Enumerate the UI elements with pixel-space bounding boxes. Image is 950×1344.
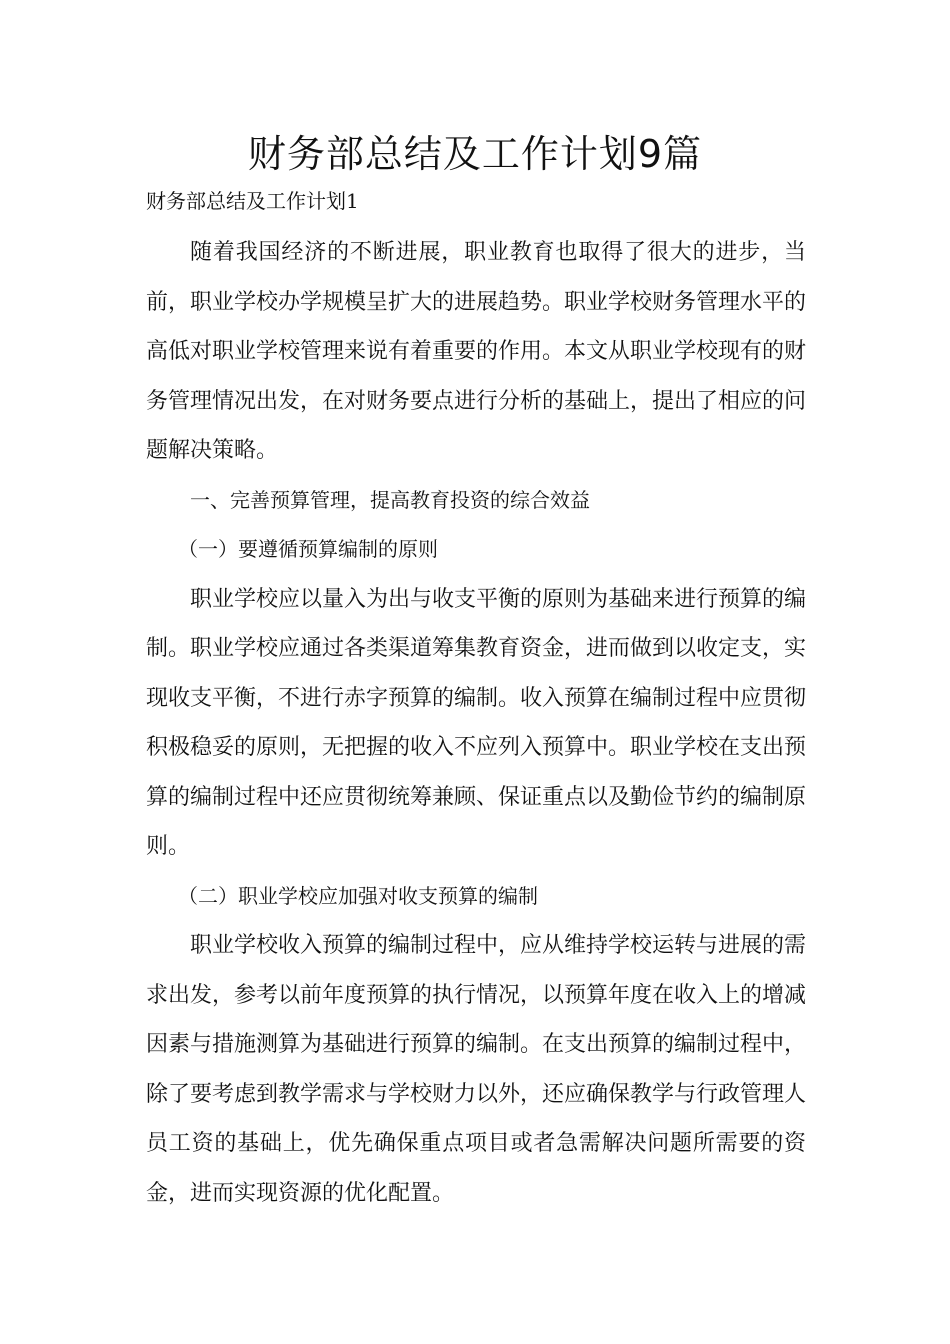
subheading-budget-compilation: （二）职业学校应加强对收支预算的编制 — [178, 883, 538, 908]
paragraph-intro: 随着我国经济的不断进展，职业教育也取得了很大的进步，当前，职业学校办学规模呈扩大的进展趋势。职业学校财务管理水平的高低对职业学校管理来说有着重要的作用。本文从职业学校现有的财务管理情况出发，在对财务要点进行分析的基础上，提出了相应的问题解决策略。 — [146, 240, 807, 463]
document-title: 财务部总结及工作计划9篇 — [247, 132, 703, 176]
section-title: 财务部总结及工作计划1 — [146, 189, 359, 213]
paragraph-budget-compilation: 职业学校收入预算的编制过程中，应从维持学校运转与进展的需求出发，参考以前年度预算的执行情况，以预算年度在收入上的增减因素与措施测算为基础进行预算的编制。在支出预算的编制过程中，除了要考虑到教学需求与学校财力以外，还应确保教学与行政管理人员工资的基础上，优先确保重点项目或者急需解决问题所需要的资金，进而实现资源的优化配置。 — [146, 933, 807, 1206]
heading-budget-management: 一、完善预算管理，提高教育投资的综合效益 — [190, 487, 590, 512]
subheading-budget-principles: （一）要遵循预算编制的原则 — [178, 537, 438, 561]
document-body — [146, 228, 806, 1218]
paragraph-budget-principles: 职业学校应以量入为出与收支平衡的原则为基础来进行预算的编制。职业学校应通过各类渠道筹集教育资金，进而做到以收定支，实现收支平衡，不进行赤字预算的编制。收入预算在编制过程中应贯彻积极稳妥的原则，无把握的收入不应列入预算中。职业学校在支出预算的编制过程中还应贯彻统筹兼顾、保证重点以及勤俭节约的编制原则。 — [146, 586, 807, 859]
